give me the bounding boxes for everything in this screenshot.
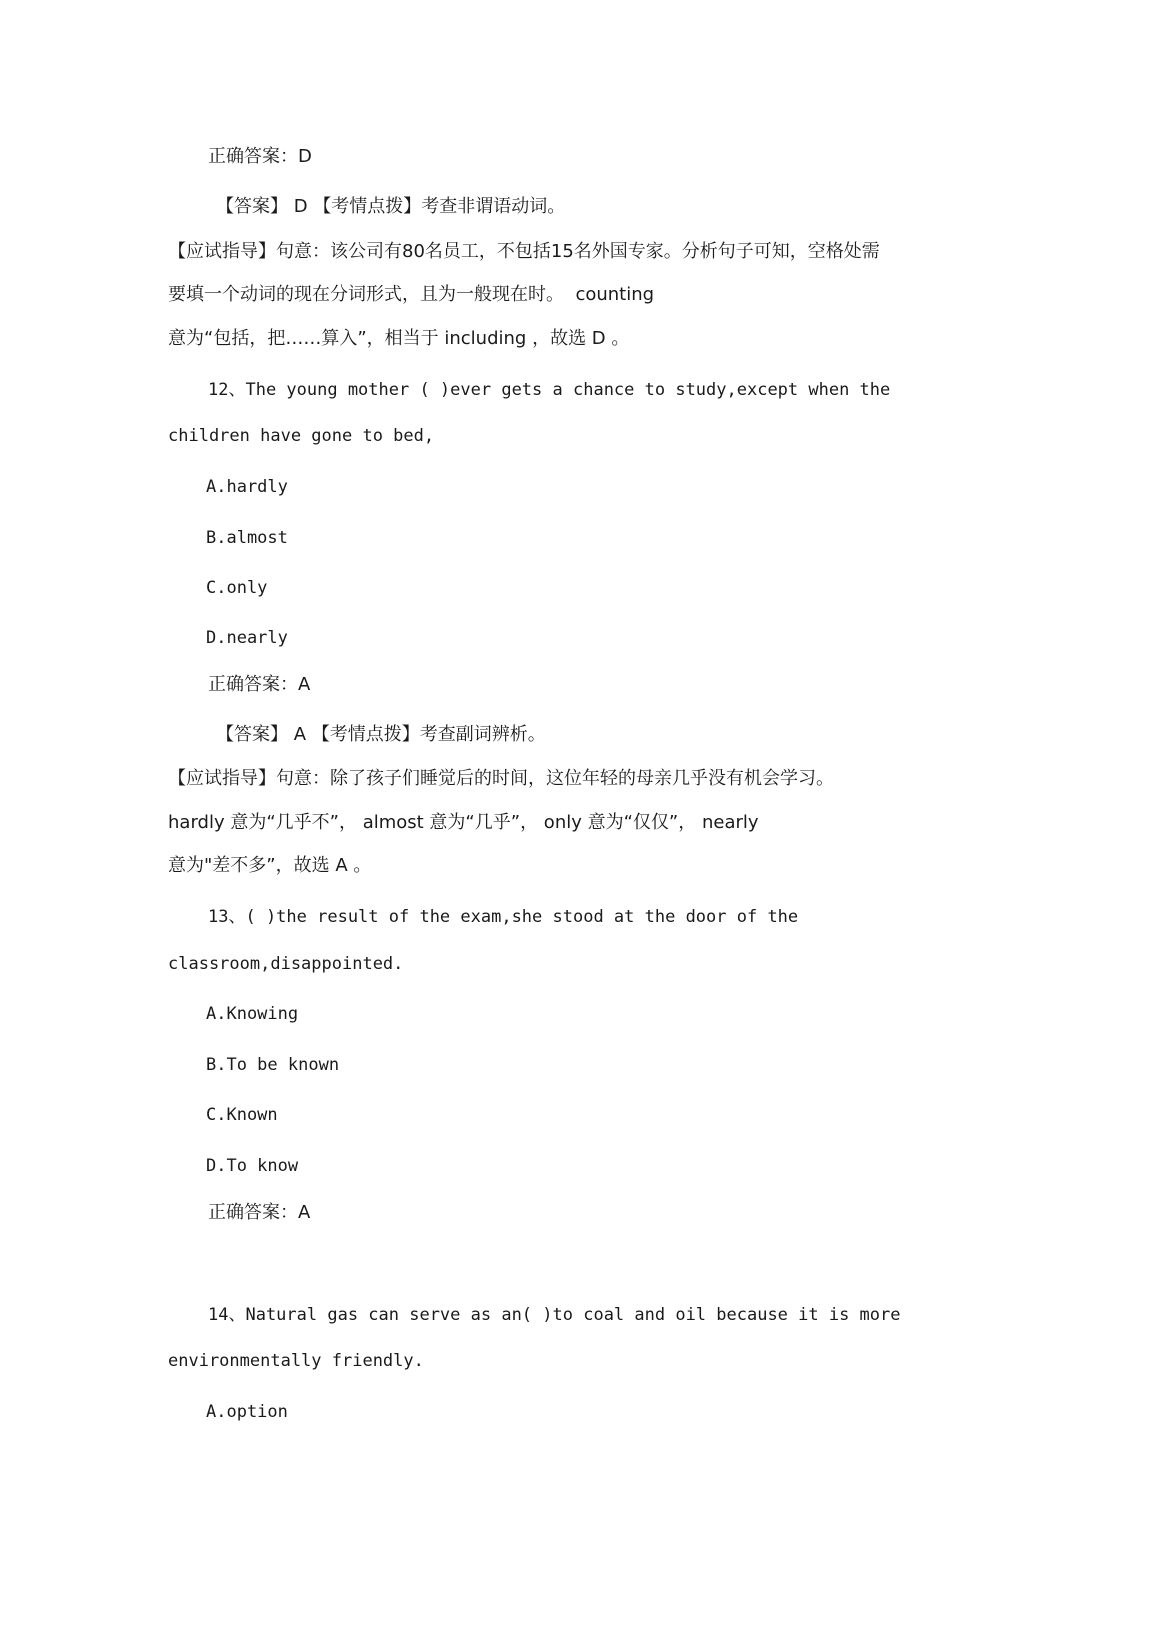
q11-answer-note: 【答案】 D 【考情点拨】考查非谓语动词。 xyxy=(216,196,566,217)
q12-option-b: B.almost xyxy=(206,528,288,548)
q13-option-a: A.Knowing xyxy=(206,1004,299,1024)
q14-stem-line-2: environmentally friendly. xyxy=(168,1351,424,1371)
q13-option-b: B.To be known xyxy=(206,1055,340,1075)
q13-stem-line-1: 13、( )the result of the exam,she stood at the door of the xyxy=(208,907,799,927)
q13-correct-answer: 正确答案：A xyxy=(208,1202,311,1223)
q12-option-d: D.nearly xyxy=(206,628,288,648)
q12-option-a: A.hardly xyxy=(206,477,288,497)
q12-option-c: C.only xyxy=(206,578,268,598)
q12-guide-line-2: hardly 意为“几乎不”， almost 意为“几乎”， only 意为“仅仅”， nearly xyxy=(168,812,759,833)
q11-guide-line-1: 【应试指导】句意：该公司有80名员工，不包括15名外国专家。分析句子可知，空格处需 xyxy=(168,241,880,262)
q12-guide-line-3: 意为"差不多”，故选 A 。 xyxy=(168,855,372,876)
q14-option-a: A.option xyxy=(206,1402,288,1422)
q13-stem-line-2: classroom,disappointed. xyxy=(168,954,404,974)
q12-guide-line-1: 【应试指导】句意：除了孩子们睡觉后的时间，这位年轻的母亲几乎没有机会学习。 xyxy=(168,768,834,789)
q13-option-d: D.To know xyxy=(206,1156,299,1176)
q11-correct-answer: 正确答案：D xyxy=(208,146,312,167)
q14-stem-line-1: 14、Natural gas can serve as an( )to coal and oil because it is more xyxy=(208,1305,901,1325)
q12-stem-line-2: children have gone to bed, xyxy=(168,426,435,446)
q11-guide-line-2: 要填一个动词的现在分词形式，且为一般现在时。 counting xyxy=(168,284,655,305)
q12-correct-answer: 正确答案：A xyxy=(208,674,311,695)
q11-guide-line-3: 意为“包括，把……算入”，相当于 including ，故选 D 。 xyxy=(168,328,630,349)
q13-option-c: C.Known xyxy=(206,1105,278,1125)
q12-stem-line-1: 12、The young mother ( )ever gets a chance to study,except when the xyxy=(208,380,891,400)
q12-answer-note: 【答案】 A 【考情点拨】考查副词辨析。 xyxy=(216,724,546,745)
